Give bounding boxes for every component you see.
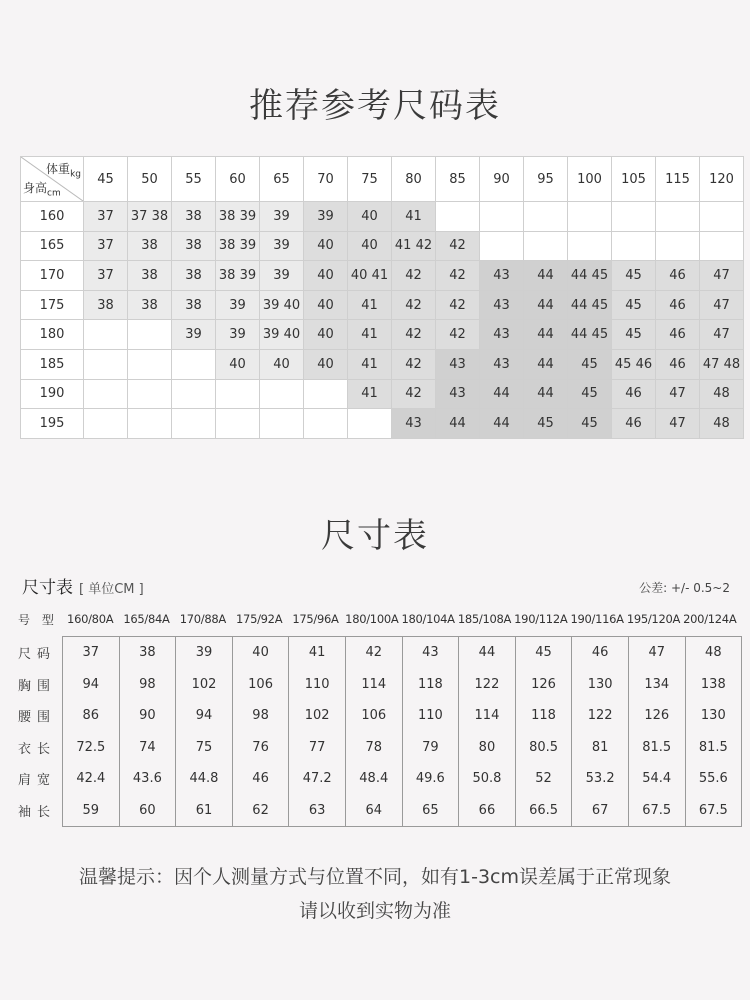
- size-value: 48.4: [345, 763, 402, 795]
- size-cell: 38: [128, 290, 172, 320]
- size-cell: [128, 349, 172, 379]
- rec-table-row: [21, 231, 744, 261]
- size-cell: 45 46: [612, 349, 656, 379]
- size-cell: 39 40: [260, 320, 304, 350]
- size-value: 52: [515, 763, 572, 795]
- size-cell: [304, 409, 348, 439]
- size-value: 130: [685, 700, 742, 732]
- size-cell: [216, 409, 260, 439]
- size-cell: 48: [700, 379, 744, 409]
- weight-header-cell: 80: [392, 157, 436, 202]
- model-item: 200/124A: [683, 612, 737, 626]
- size-cell: 43: [480, 320, 524, 350]
- model-item: 185/108A: [457, 612, 512, 626]
- size-table-row: [18, 669, 742, 701]
- size-value: 60: [119, 795, 176, 827]
- size-table: [18, 636, 742, 827]
- size-cell: [700, 202, 744, 232]
- size-cell: 38: [172, 231, 216, 261]
- size-table-label: 尺寸表: [22, 578, 73, 598]
- size-cell: 46: [612, 409, 656, 439]
- size-value: 81: [572, 732, 629, 764]
- tip-line-1: 温馨提示：因个人测量方式与位置不同，如有1-3cm误差属于正常现象: [79, 866, 671, 888]
- tolerance-label: 公差: +/- 0.5~2: [639, 581, 730, 595]
- size-cell: 45: [568, 379, 612, 409]
- size-value: 106: [345, 700, 402, 732]
- size-value: 43: [402, 637, 459, 669]
- recommend-size-table: [20, 156, 744, 439]
- size-cell: [612, 231, 656, 261]
- corner-header-cell: [21, 157, 84, 202]
- model-item: 175/92A: [236, 612, 283, 626]
- weight-header-cell: 90: [480, 157, 524, 202]
- size-cell: 47: [656, 409, 700, 439]
- size-cell: 47: [700, 290, 744, 320]
- size-value: 46: [572, 637, 629, 669]
- size-cell: 46: [656, 290, 700, 320]
- size-cell: 45: [612, 320, 656, 350]
- size-value: 114: [345, 669, 402, 701]
- size-value: 86: [63, 700, 120, 732]
- size-value: 126: [515, 669, 572, 701]
- size-cell: 45: [612, 261, 656, 291]
- size-cell: 42: [436, 231, 480, 261]
- size-value: 102: [289, 700, 346, 732]
- size-value: 45: [515, 637, 572, 669]
- weight-header-cell: 55: [172, 157, 216, 202]
- size-value: 67.5: [628, 795, 685, 827]
- size-cell: 40: [348, 202, 392, 232]
- model-row: [18, 609, 738, 629]
- size-value: 81.5: [685, 732, 742, 764]
- size-cell: 38: [172, 202, 216, 232]
- size-cell: [568, 231, 612, 261]
- size-value: 90: [119, 700, 176, 732]
- size-cell: [568, 202, 612, 232]
- size-cell: 40: [260, 349, 304, 379]
- size-value: 49.6: [402, 763, 459, 795]
- size-value: 50.8: [459, 763, 516, 795]
- size-cell: 44: [480, 379, 524, 409]
- size-cell: 38: [128, 231, 172, 261]
- size-value: 44.8: [176, 763, 233, 795]
- size-cell: 46: [656, 261, 700, 291]
- model-item: 175/96A: [292, 612, 339, 626]
- size-cell: 43: [480, 261, 524, 291]
- size-cell: [172, 409, 216, 439]
- size-value: 102: [176, 669, 233, 701]
- size-cell: [128, 320, 172, 350]
- size-cell: 40: [304, 290, 348, 320]
- size-cell: [172, 379, 216, 409]
- size-cell: 42: [436, 290, 480, 320]
- size-value: 118: [402, 669, 459, 701]
- size-cell: 40: [216, 349, 260, 379]
- size-cell: 38: [172, 290, 216, 320]
- height-header-cell: 180: [21, 320, 84, 350]
- size-value: 75: [176, 732, 233, 764]
- size-cell: 40: [304, 349, 348, 379]
- size-value: 65: [402, 795, 459, 827]
- rec-table-row: [21, 261, 744, 291]
- size-cell: [172, 349, 216, 379]
- size-value: 138: [685, 669, 742, 701]
- weight-header-cell: 50: [128, 157, 172, 202]
- rec-table-row: [21, 409, 744, 439]
- size-cell: 39: [216, 320, 260, 350]
- size-value: 72.5: [63, 732, 120, 764]
- size-cell: 47: [700, 320, 744, 350]
- height-header-cell: 160: [21, 202, 84, 232]
- size-cell: 40 41: [348, 261, 392, 291]
- weight-header-cell: 115: [656, 157, 700, 202]
- size-value: 67.5: [685, 795, 742, 827]
- size-cell: 47 48: [700, 349, 744, 379]
- size-cell: 46: [656, 320, 700, 350]
- size-cell: 41: [348, 320, 392, 350]
- row-label: 衣长: [18, 741, 57, 757]
- size-cell: [84, 349, 128, 379]
- size-cell: 38: [84, 290, 128, 320]
- size-cell: 38: [128, 261, 172, 291]
- size-value: 42: [345, 637, 402, 669]
- size-table-row: [18, 700, 742, 732]
- size-value: 80: [459, 732, 516, 764]
- weight-header-cell: 85: [436, 157, 480, 202]
- weight-unit: kg: [70, 169, 81, 180]
- row-label: 袖长: [18, 805, 57, 820]
- height-unit: cm: [47, 188, 61, 198]
- model-item: 160/80A: [67, 612, 114, 626]
- size-value: 46: [232, 763, 289, 795]
- size-cell: 42: [436, 320, 480, 350]
- size-cell: 46: [656, 349, 700, 379]
- size-table-row: [18, 763, 742, 795]
- weight-header-cell: 120: [700, 157, 744, 202]
- size-value: 40: [232, 637, 289, 669]
- size-value: 77: [289, 732, 346, 764]
- weight-header-cell: 100: [568, 157, 612, 202]
- size-cell: 43: [480, 349, 524, 379]
- size-cell: 38: [172, 261, 216, 291]
- size-cell: 44 45: [568, 320, 612, 350]
- size-cell: 45: [612, 290, 656, 320]
- size-cell: [480, 231, 524, 261]
- height-axis-label: [23, 179, 61, 198]
- size-cell: 40: [304, 231, 348, 261]
- size-chart-title: 尺寸表: [321, 516, 429, 556]
- rec-table-row: [21, 320, 744, 350]
- size-value: 48: [685, 637, 742, 669]
- weight-header-cell: 65: [260, 157, 304, 202]
- recommend-size-title: 推荐参考尺码表: [249, 86, 501, 126]
- size-table-row: [18, 732, 742, 764]
- size-cell: 39: [260, 231, 304, 261]
- size-cell: 44 45: [568, 261, 612, 291]
- size-cell: 42: [392, 379, 436, 409]
- weight-header-cell: 45: [84, 157, 128, 202]
- size-cell: [656, 202, 700, 232]
- size-value: 43.6: [119, 763, 176, 795]
- size-cell: [128, 379, 172, 409]
- size-cell: 37: [84, 261, 128, 291]
- size-value: 38: [119, 637, 176, 669]
- weight-header-cell: 60: [216, 157, 260, 202]
- size-value: 80.5: [515, 732, 572, 764]
- size-cell: 44: [524, 379, 568, 409]
- model-item: 190/112A: [514, 612, 568, 626]
- size-cell: 42: [392, 290, 436, 320]
- weight-header-cell: 70: [304, 157, 348, 202]
- weight-axis-label: [46, 160, 81, 179]
- size-cell: 46: [612, 379, 656, 409]
- size-cell: 42: [392, 349, 436, 379]
- size-cell: [436, 202, 480, 232]
- size-value: 63: [289, 795, 346, 827]
- weight-header-cell: 105: [612, 157, 656, 202]
- size-cell: 37: [84, 231, 128, 261]
- size-cell: 37 38: [128, 202, 172, 232]
- model-item: 180/100A: [345, 612, 399, 626]
- size-value: 81.5: [628, 732, 685, 764]
- size-value: 59: [63, 795, 120, 827]
- size-value: 64: [345, 795, 402, 827]
- size-cell: 42: [392, 261, 436, 291]
- size-cell: 40: [304, 320, 348, 350]
- rec-table-row: [21, 290, 744, 320]
- size-cell: 45: [568, 409, 612, 439]
- model-item: 180/104A: [401, 612, 455, 626]
- size-cell: 38 39: [216, 231, 260, 261]
- size-cell: [84, 409, 128, 439]
- size-cell: 43: [436, 349, 480, 379]
- size-cell: [524, 202, 568, 232]
- size-cell: 40: [348, 231, 392, 261]
- height-header-cell: 165: [21, 231, 84, 261]
- row-label: 胸围: [18, 678, 57, 694]
- height-label: 身高: [23, 180, 48, 195]
- size-cell: 42: [436, 261, 480, 291]
- size-cell: [612, 202, 656, 232]
- size-value: 126: [628, 700, 685, 732]
- size-cell: [700, 231, 744, 261]
- size-cell: 47: [656, 379, 700, 409]
- rec-table-row: [21, 379, 744, 409]
- size-cell: [524, 231, 568, 261]
- size-value: 61: [176, 795, 233, 827]
- size-value: 110: [402, 700, 459, 732]
- size-cell: 44: [524, 320, 568, 350]
- size-cell: 41: [392, 202, 436, 232]
- size-cell: [304, 379, 348, 409]
- model-label: 号 型: [18, 612, 58, 627]
- size-cell: [260, 379, 304, 409]
- size-value: 47.2: [289, 763, 346, 795]
- size-cell: 41: [348, 290, 392, 320]
- size-value: 94: [176, 700, 233, 732]
- unit-label: [ 单位CM ]: [79, 582, 144, 597]
- size-cell: 44: [436, 409, 480, 439]
- size-cell: 44: [480, 409, 524, 439]
- size-table-row: [18, 795, 742, 827]
- size-cell: 43: [480, 290, 524, 320]
- size-cell: 38 39: [216, 202, 260, 232]
- size-table-header: [22, 573, 144, 598]
- size-value: 98: [232, 700, 289, 732]
- rec-table-row: [21, 202, 744, 232]
- size-value: 66: [459, 795, 516, 827]
- size-cell: 39: [172, 320, 216, 350]
- size-cell: 45: [568, 349, 612, 379]
- size-value: 106: [232, 669, 289, 701]
- size-value: 37: [63, 637, 120, 669]
- size-value: 41: [289, 637, 346, 669]
- size-value: 39: [176, 637, 233, 669]
- size-value: 74: [119, 732, 176, 764]
- height-header-cell: 185: [21, 349, 84, 379]
- size-cell: [216, 379, 260, 409]
- size-cell: [84, 379, 128, 409]
- size-value: 66.5: [515, 795, 572, 827]
- weight-header-cell: 75: [348, 157, 392, 202]
- size-cell: 39 40: [260, 290, 304, 320]
- size-cell: 44 45: [568, 290, 612, 320]
- size-value: 62: [232, 795, 289, 827]
- size-cell: 39: [260, 202, 304, 232]
- height-header-cell: 190: [21, 379, 84, 409]
- model-item: 165/84A: [123, 612, 170, 626]
- size-cell: 39: [260, 261, 304, 291]
- row-label: 腰围: [18, 710, 57, 726]
- size-value: 54.4: [628, 763, 685, 795]
- height-header-cell: 195: [21, 409, 84, 439]
- height-header-cell: 175: [21, 290, 84, 320]
- size-value: 78: [345, 732, 402, 764]
- size-value: 94: [63, 669, 120, 701]
- size-cell: [260, 409, 304, 439]
- size-value: 130: [572, 669, 629, 701]
- row-label: 尺码: [18, 647, 57, 662]
- size-cell: 39: [216, 290, 260, 320]
- size-value: 79: [402, 732, 459, 764]
- size-cell: 39: [304, 202, 348, 232]
- row-label: 肩宽: [18, 773, 57, 789]
- rec-table-row: [21, 349, 744, 379]
- size-cell: 43: [436, 379, 480, 409]
- size-cell: [480, 202, 524, 232]
- size-cell: 37: [84, 202, 128, 232]
- model-item: 190/116A: [570, 612, 624, 626]
- size-value: 122: [572, 700, 629, 732]
- weight-header-cell: 95: [524, 157, 568, 202]
- size-cell: 40: [304, 261, 348, 291]
- size-value: 98: [119, 669, 176, 701]
- size-cell: 44: [524, 349, 568, 379]
- size-cell: 42: [392, 320, 436, 350]
- size-cell: [84, 320, 128, 350]
- size-cell: [656, 231, 700, 261]
- size-value: 53.2: [572, 763, 629, 795]
- size-table-row: [18, 637, 742, 669]
- model-item: 170/88A: [179, 612, 226, 626]
- size-cell: [128, 409, 172, 439]
- size-cell: 44: [524, 261, 568, 291]
- size-cell: 44: [524, 290, 568, 320]
- weight-label: 体重: [46, 162, 71, 176]
- size-value: 55.6: [685, 763, 742, 795]
- size-cell: 41 42: [392, 231, 436, 261]
- size-value: 114: [459, 700, 516, 732]
- size-value: 118: [515, 700, 572, 732]
- size-cell: 45: [524, 409, 568, 439]
- size-value: 76: [232, 732, 289, 764]
- size-value: 122: [459, 669, 516, 701]
- size-value: 110: [289, 669, 346, 701]
- size-cell: 41: [348, 379, 392, 409]
- size-cell: 38 39: [216, 261, 260, 291]
- size-cell: [348, 409, 392, 439]
- size-value: 67: [572, 795, 629, 827]
- tip-line-2: 请以收到实物为准: [298, 900, 451, 922]
- size-cell: 41: [348, 349, 392, 379]
- size-cell: 47: [700, 261, 744, 291]
- size-value: 134: [628, 669, 685, 701]
- size-cell: 43: [392, 409, 436, 439]
- size-cell: 48: [700, 409, 744, 439]
- height-header-cell: 170: [21, 261, 84, 291]
- size-value: 47: [628, 637, 685, 669]
- size-value: 42.4: [63, 763, 120, 795]
- size-value: 44: [459, 637, 516, 669]
- model-item: 195/120A: [626, 612, 681, 626]
